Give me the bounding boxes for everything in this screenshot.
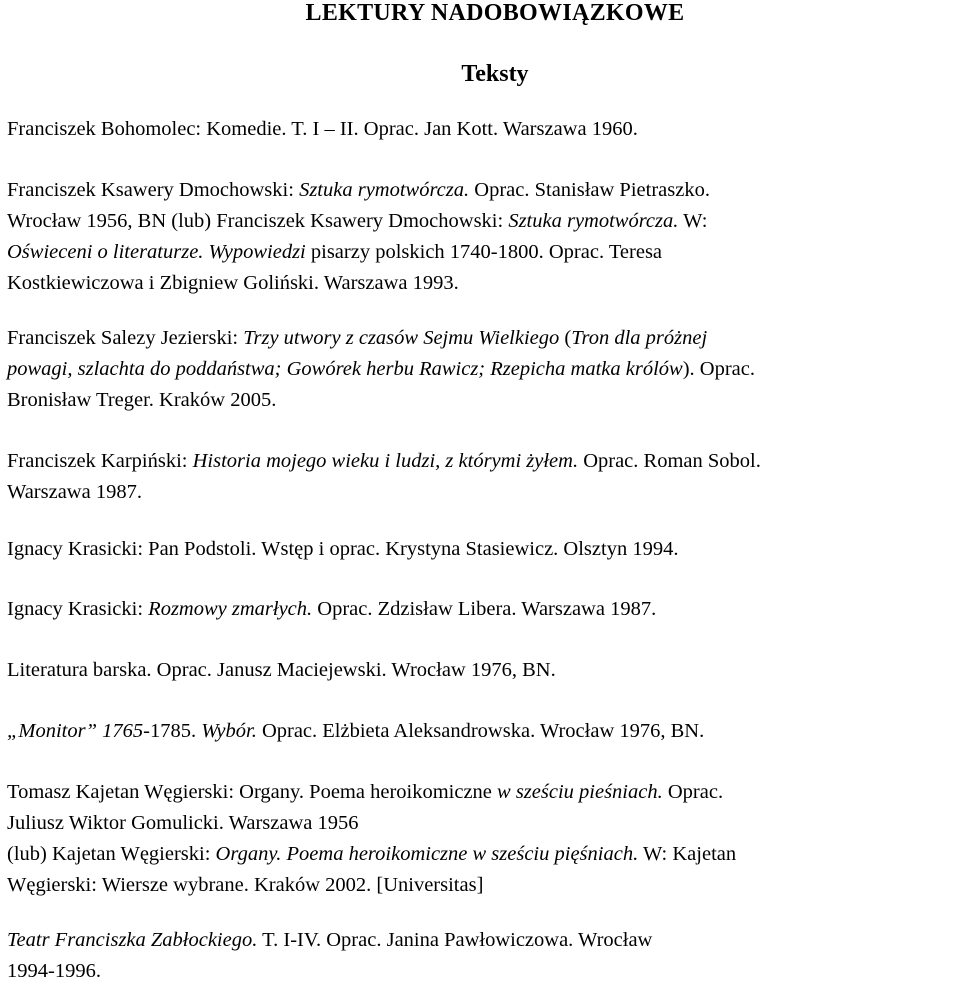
italic-title-text: Sztuka rymotwórcza. [299,179,470,201]
entry-text: W: Kajetan [638,843,737,865]
entry-text: ( [559,327,572,349]
italic-title-text: Teatr Franciszka Zabłockiego. [7,929,258,951]
bibliography-entry [7,446,952,508]
bibliography-entry [7,175,952,299]
entry-text: Oprac. Roman Sobol. [578,450,761,472]
bibliography-entry [7,594,952,625]
italic-title-text: Sztuka rymotwórcza. [508,210,679,232]
entry-text: Franciszek Ksawery Dmochowski: [7,179,300,201]
entry-text: Juliusz Wiktor Gomulicki. Warszawa 1956 [7,812,359,834]
entry-text: Oprac. Stanisław Pietraszko. [469,179,710,201]
italic-title-text: Historia mojego wieku i ludzi, z którymi żyłem. [192,450,579,472]
section-heading: Teksty [461,61,529,87]
italic-title-text: Oświeceni o literaturze. Wypowiedzi [7,241,311,263]
entry-text: Oprac. Zdzisław Libera. Warszawa 1987. [312,598,657,620]
entry-text: Warszawa 1987. [7,481,142,503]
entry-text: T. I-IV. Oprac. Janina Pawłowiczowa. Wrocław [257,929,653,951]
italic-title-text: powagi, szlachta do poddaństwa; Gowórek herbu Rawicz; Rzepicha matka królów [7,358,683,380]
italic-title-text: Rozmowy zmarłych. [148,598,313,620]
entry-text: W: [678,210,708,232]
bibliography-entry [7,114,952,145]
entry-text: Ignacy Krasicki: Pan Podstoli. Wstęp i oprac. Krystyna Stasiewicz. Olsztyn 1994. [7,538,679,560]
italic-title-text: Trzy utwory z czasów Sejmu Wielkiego [243,327,560,349]
entry-text: Tomasz Kajetan Węgierski: Organy. Poema heroikomiczne [7,781,498,803]
bibliography-entry [7,925,952,987]
italic-title-text: „Monitor” 1765 [7,720,144,742]
entry-text: Kostkiewiczowa i Zbigniew Goliński. Warszawa 1993. [7,272,459,294]
entry-text: ). Oprac. [682,358,755,380]
entry-text: (lub) Kajetan Węgierski: [7,843,216,865]
bibliography-entry [7,716,952,747]
bibliography-entry [7,534,952,565]
entry-text: Literatura barska. Oprac. Janusz Maciejewski. Wrocław 1976, BN. [7,659,556,681]
entry-text: pisarzy polskich 1740-1800. Oprac. Teresa [310,241,663,263]
italic-title-text: Wybór. [201,720,257,742]
bibliography-entry [7,777,952,901]
entry-text: -1785. [143,720,202,742]
entry-text: Franciszek Salezy Jezierski: [7,327,244,349]
bibliography-entry [7,655,952,686]
entry-text: Wrocław 1956, BN (lub) Franciszek Ksawery Dmochowski: [7,210,509,232]
entry-text: Ignacy Krasicki: [7,598,149,620]
entry-text: Franciszek Karpiński: [7,450,193,472]
bibliography-entry [7,323,952,416]
entry-text: 1994-1996. [7,960,101,982]
italic-title-text: w sześciu pieśniach. [497,781,663,803]
entry-text: Oprac. [662,781,724,803]
entry-text: Węgierski: Wiersze wybrane. Kraków 2002. [Universitas] [7,874,484,896]
italic-title-text: Organy. Poema heroikomiczne w sześciu pięśniach. [215,843,639,865]
entry-text: Franciszek Bohomolec: Komedie. T. I – II. Oprac. Jan Kott. Warszawa 1960. [7,118,638,140]
italic-title-text: Tron dla próżnej [571,327,708,349]
document-title: LEKTURY NADOBOWIĄZKOWE [305,0,685,26]
entry-text: Oprac. Elżbieta Aleksandrowska. Wrocław 1976, BN. [256,720,705,742]
entry-text: Bronisław Treger. Kraków 2005. [7,389,277,411]
